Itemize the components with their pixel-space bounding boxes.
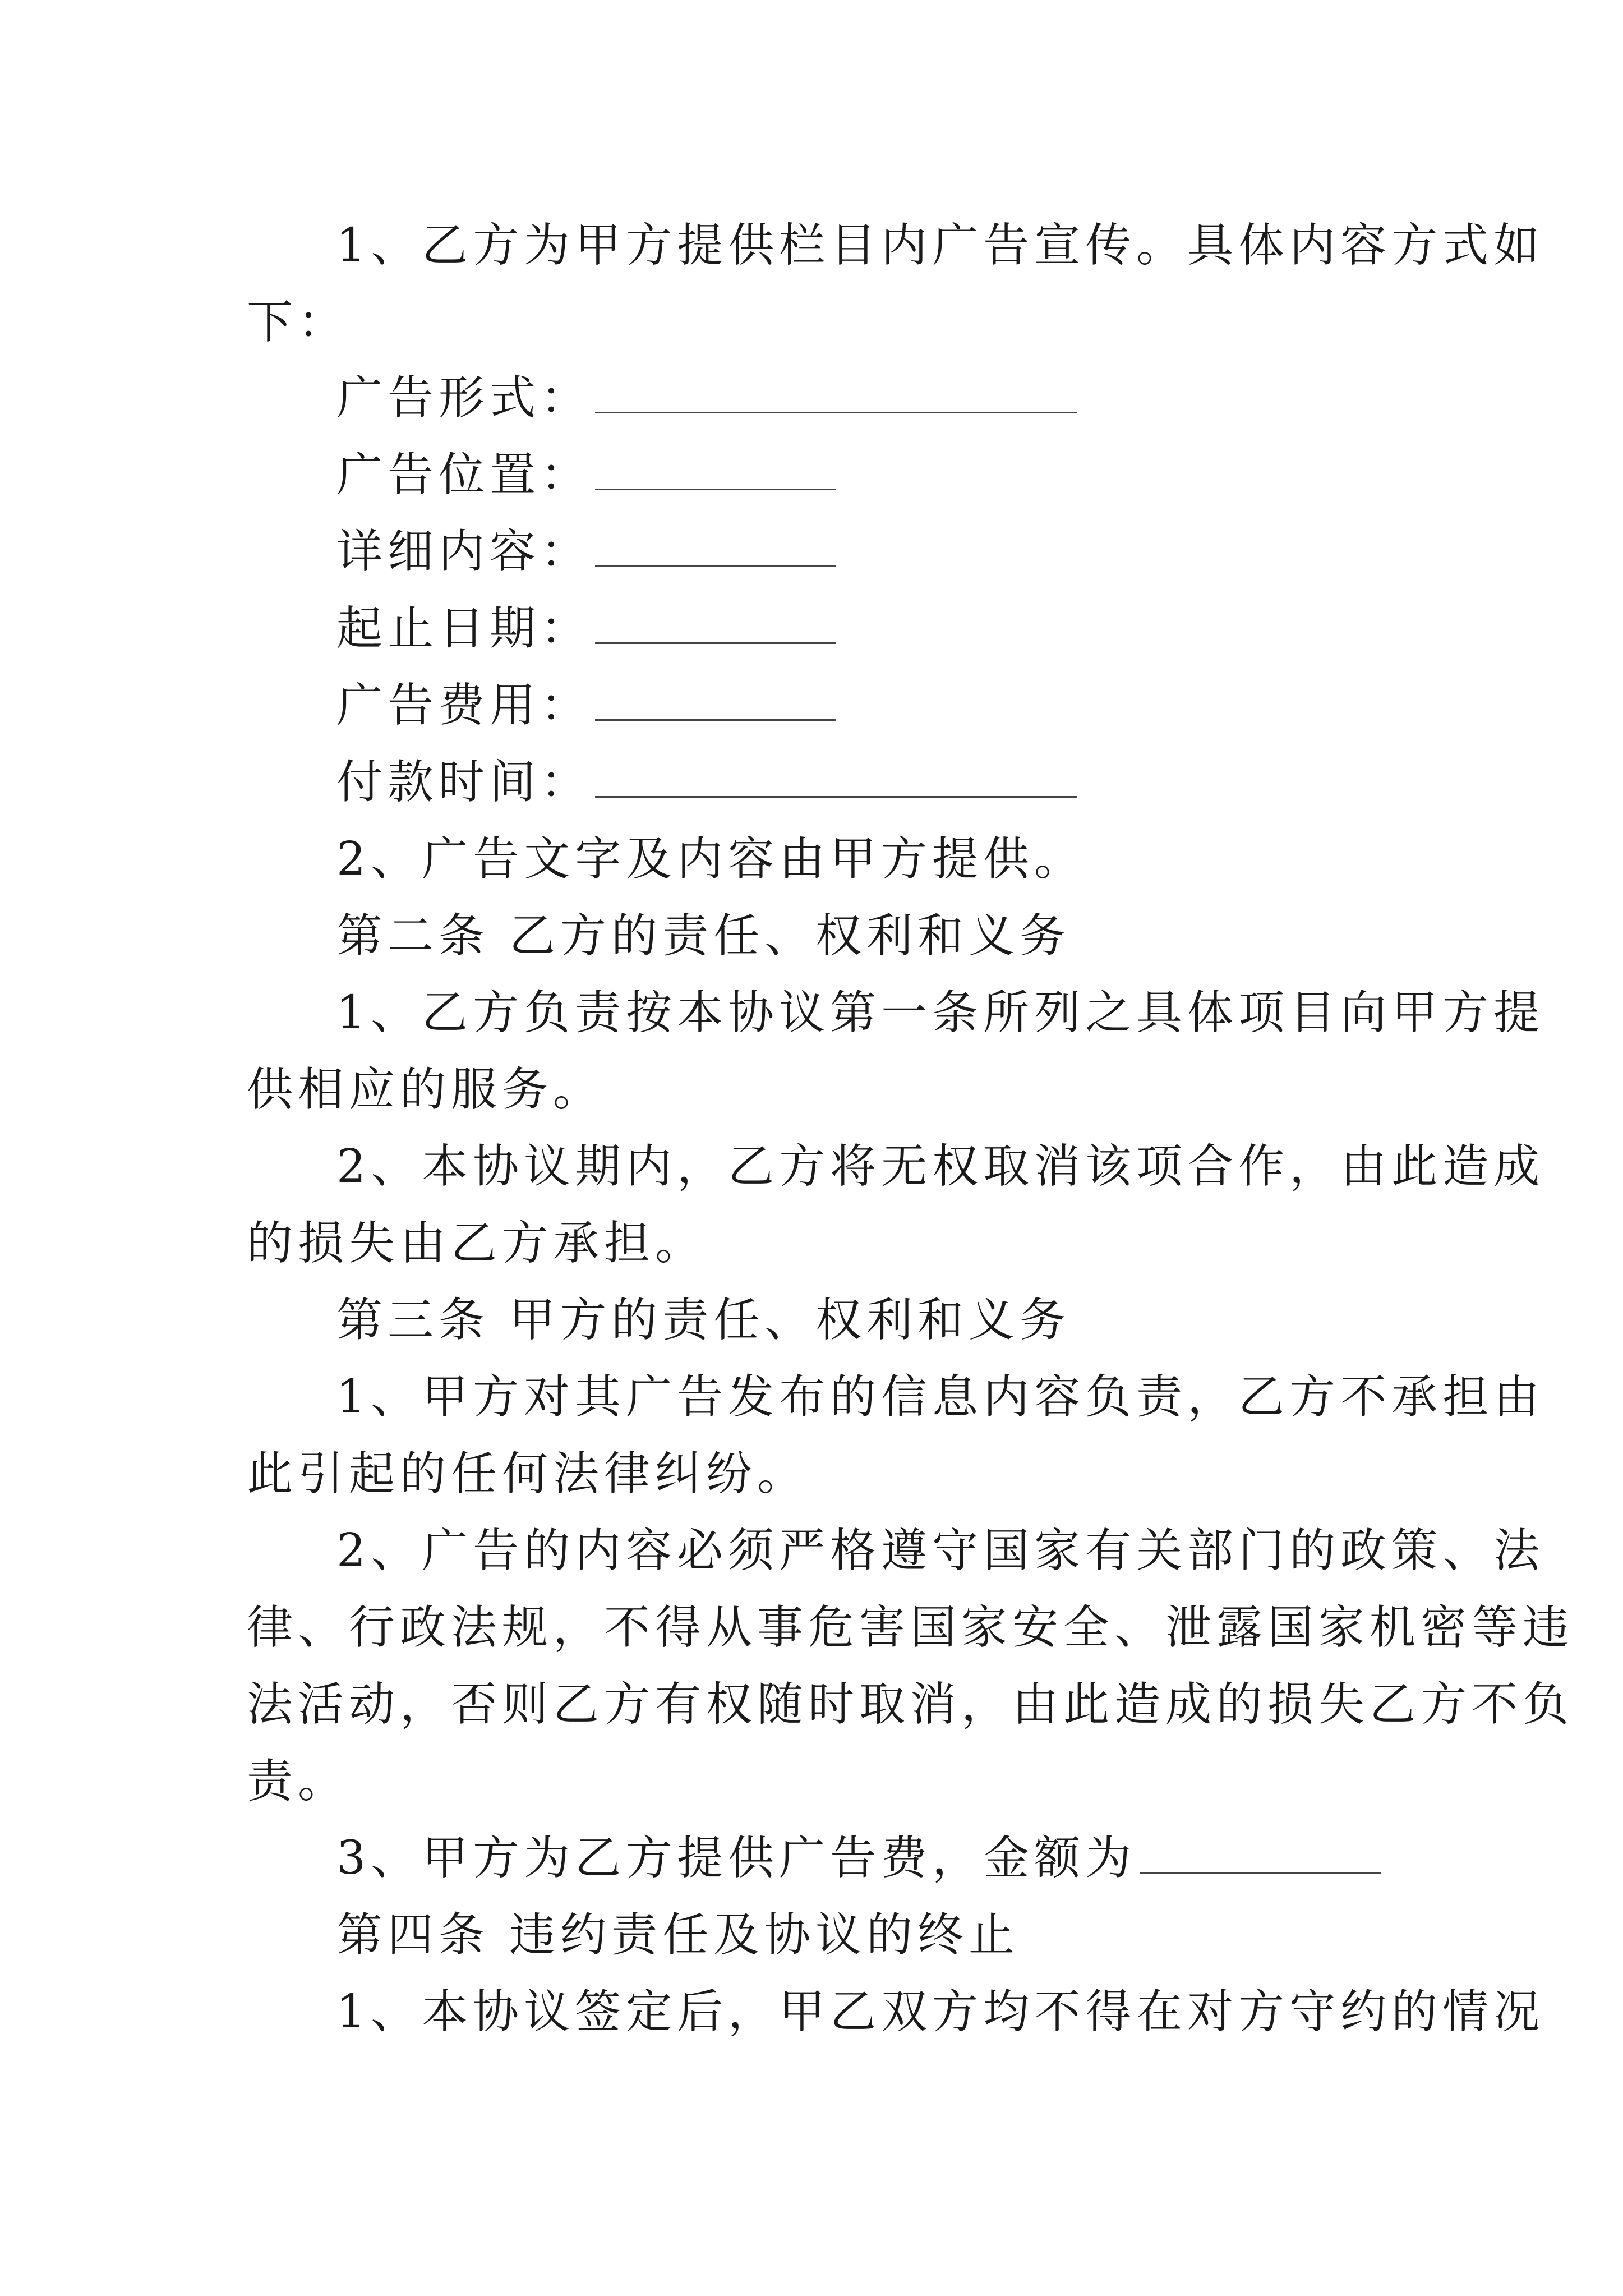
payment-time-blank bbox=[595, 757, 1077, 798]
clause-3-3-row bbox=[336, 1828, 1381, 1889]
clause-2-1-line-2: 供相应的服务。 bbox=[247, 1063, 605, 1116]
ad-position-row bbox=[336, 444, 836, 506]
clause-2-2-line-1: 2、本协议期内，乙方将无权取消该项合作，由此造成 bbox=[336, 1140, 1545, 1193]
details-blank bbox=[595, 526, 836, 567]
ad-form-row bbox=[336, 367, 1077, 429]
payment-time-row bbox=[336, 752, 1077, 813]
clause-3-3-label: 3、甲方为乙方提供广告费，金额为 bbox=[336, 1832, 1137, 1885]
date-range-row bbox=[336, 598, 836, 660]
fee-amount-blank bbox=[1140, 1833, 1381, 1874]
clause-3-2-line-1: 2、广告的内容必须严格遵守国家有关部门的政策、法 bbox=[336, 1524, 1545, 1577]
clause-1-1-line-1: 1、乙方为甲方提供栏目内广告宣传。具体内容方式如 bbox=[336, 219, 1545, 272]
ad-fee-label: 广告费用： bbox=[336, 679, 592, 732]
clause-3-2-line-2: 律、行政法规，不得从事危害国家安全、泄露国家机密等违 bbox=[247, 1601, 1574, 1654]
clause-3-1-line-2: 此引起的任何法律纠纷。 bbox=[247, 1447, 809, 1501]
clause-2-2-line-2: 的损失由乙方承担。 bbox=[247, 1217, 707, 1270]
clause-3-1-line-1: 1、甲方对其广告发布的信息内容负责，乙方不承担由 bbox=[336, 1370, 1545, 1424]
article-3-heading: 第三条 甲方的责任、权利和义务 bbox=[336, 1294, 1071, 1347]
ad-fee-blank bbox=[595, 680, 836, 721]
ad-position-blank bbox=[595, 449, 836, 490]
date-range-label: 起止日期： bbox=[336, 602, 592, 655]
clause-1-1-line-2: 下： bbox=[247, 296, 349, 349]
article-4-heading: 第四条 违约责任及协议的终止 bbox=[336, 1908, 1020, 1962]
details-row bbox=[336, 521, 836, 583]
ad-position-label: 广告位置： bbox=[336, 448, 592, 501]
ad-form-label: 广告形式： bbox=[336, 371, 592, 425]
date-range-blank bbox=[595, 603, 836, 644]
details-label: 详细内容： bbox=[336, 525, 592, 578]
clause-1-2: 2、广告文字及内容由甲方提供。 bbox=[336, 832, 1086, 886]
clause-4-1-line-1: 1、本协议签定后，甲乙双方均不得在对方守约的情况 bbox=[336, 1985, 1545, 2039]
ad-fee-row bbox=[336, 675, 836, 737]
ad-form-blank bbox=[595, 372, 1077, 413]
clause-3-2-line-4: 责。 bbox=[247, 1755, 349, 1808]
payment-time-label: 付款时间： bbox=[336, 756, 592, 809]
clause-3-2-line-3: 法活动，否则乙方有权随时取消，由此造成的损失乙方不负 bbox=[247, 1678, 1574, 1731]
clause-2-1-line-1: 1、乙方负责按本协议第一条所列之具体项目向甲方提 bbox=[336, 986, 1545, 1039]
article-2-heading: 第二条 乙方的责任、权利和义务 bbox=[336, 909, 1071, 963]
